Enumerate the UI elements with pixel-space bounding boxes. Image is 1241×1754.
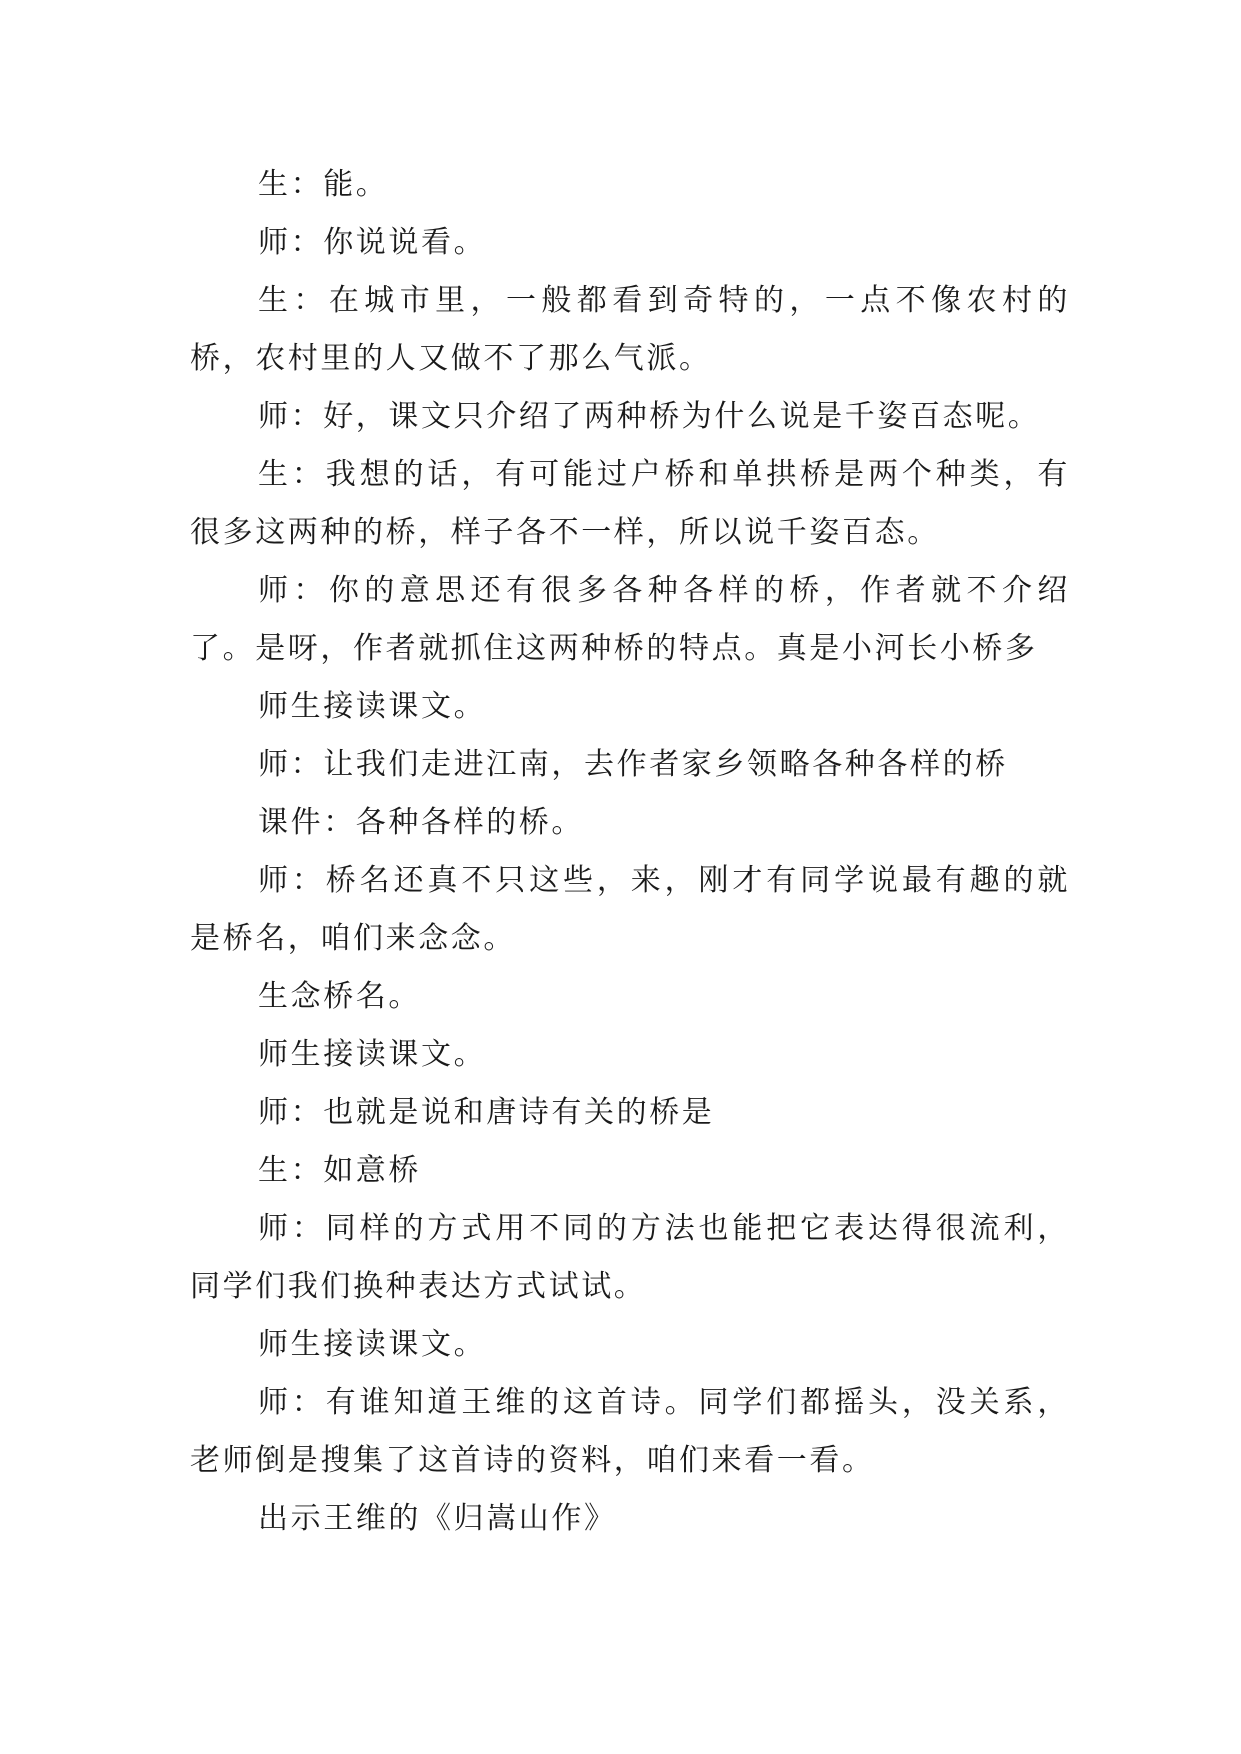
paragraph: 出示王维的《归嵩山作》	[258, 1501, 617, 1536]
paragraph: 课件：各种各样的桥。	[258, 805, 584, 840]
paragraph: 生：我想的话，有可能过户桥和单拱桥是两个种类，有很多这两种的桥，样子各不一样，所以说千姿百态。	[190, 457, 1070, 550]
paragraph: 师：你说说看。	[258, 225, 487, 260]
paragraph: 师生接读课文。	[258, 1037, 487, 1072]
paragraph: 生念桥名。	[258, 979, 421, 1014]
paragraph: 师：好，课文只介绍了两种桥为什么说是千姿百态呢。	[258, 399, 1041, 434]
paragraph: 生：如意桥	[258, 1153, 421, 1188]
paragraph: 师：有谁知道王维的这首诗。同学们都摇头，没关系，老师倒是搜集了这首诗的资料，咱们来看一看。	[190, 1385, 1070, 1478]
paragraph: 生：能。	[258, 167, 389, 202]
paragraph: 师：同样的方式用不同的方法也能把它表达得很流利，同学们我们换种表达方式试试。	[190, 1211, 1070, 1304]
paragraph: 师生接读课文。	[258, 689, 487, 724]
paragraph: 师：桥名还真不只这些，来，刚才有同学说最有趣的就是桥名，咱们来念念。	[190, 863, 1070, 956]
paragraph: 师生接读课文。	[258, 1327, 487, 1362]
paragraph: 师：也就是说和唐诗有关的桥是	[258, 1095, 715, 1130]
paragraph: 师：你的意思还有很多各种各样的桥，作者就不介绍了。是呀，作者就抓住这两种桥的特点。真是小河长小桥多	[190, 573, 1070, 666]
paragraph: 生：在城市里，一般都看到奇特的，一点不像农村的桥，农村里的人又做不了那么气派。	[190, 283, 1070, 376]
paragraph: 师：让我们走进江南，去作者家乡领略各种各样的桥	[258, 747, 1008, 782]
document-body	[190, 156, 1070, 1548]
